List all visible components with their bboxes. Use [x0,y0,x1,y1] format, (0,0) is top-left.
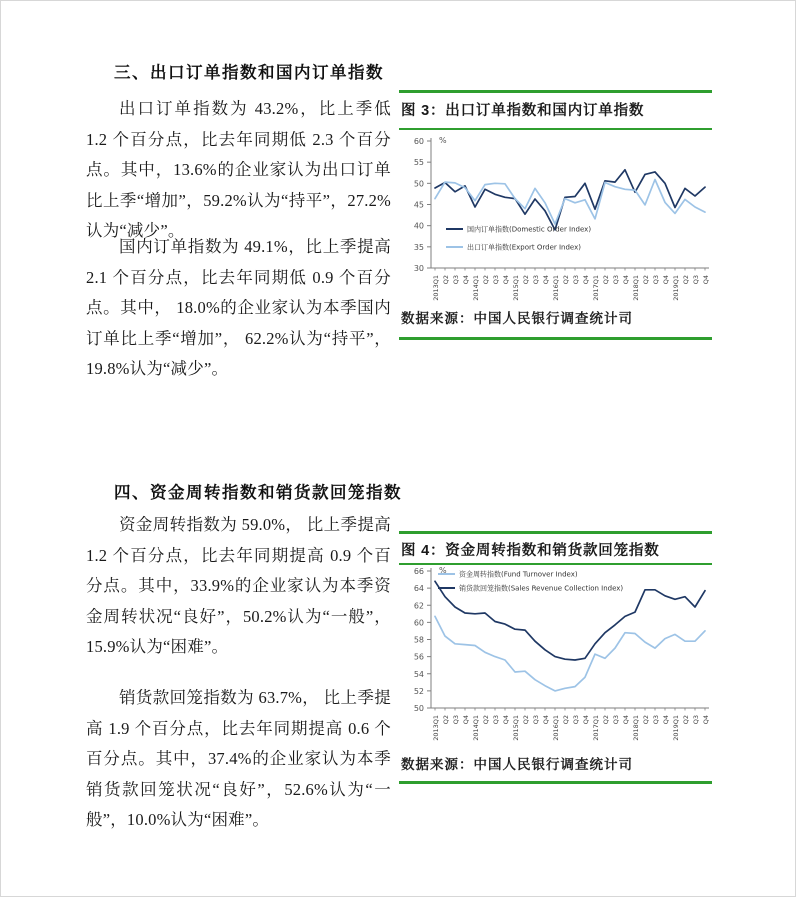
x-tick-label: Q2 [602,715,610,725]
y-axis-unit-label: % [439,566,447,575]
figure3-line-chart [399,133,712,309]
x-tick-label: Q4 [622,715,630,725]
x-tick-label: Q3 [572,715,580,725]
y-tick-label: 50 [413,704,424,713]
x-tick-label: 2018Q1 [632,715,640,741]
x-tick-label: 2018Q1 [632,275,640,301]
x-tick-label: Q4 [702,715,710,725]
legend-label: 出口订单指数(Export Order Index) [467,243,581,252]
y-tick-label: 66 [413,567,424,576]
x-tick-label: Q4 [502,275,510,285]
figure4-line-chart [399,567,712,751]
x-tick-label: 2017Q1 [592,275,600,301]
figure4-top-rule [399,531,712,534]
y-tick-label: 35 [413,242,424,252]
x-tick-label: Q2 [642,715,650,725]
x-tick-label: Q4 [582,275,590,285]
x-tick-label: Q3 [652,275,660,285]
section3-paragraph-1: 出口订单指数为 43.2%，比上季低 1.2 个百分点，比去年同期低 2.3 个百分点。其中，13.6%的企业家认为出口订单比上季“增加”，59.2%认为“持平”，27.2%认为“减少”。 [86,99,391,241]
x-tick-label: 2014Q1 [472,275,480,301]
x-tick-label: Q3 [452,275,460,285]
figure3-title-rule [399,128,712,130]
x-tick-label: 2019Q1 [672,715,680,741]
section4-paragraph-1: 资金周转指数为 59.0%， 比上季提高 1.2 个百分点，比去年同期提高 0.9 个百分点。其中，33.9%的企业家认为本季资金周转状况“良好”，50.2%认为“一般”，15.9%认为“困难”。 [86,515,391,657]
y-tick-label: 30 [413,264,424,273]
section4-paragraph-2: 销货款回笼指数为 63.7%， 比上季提高 1.9 个百分点，比去年同期提高 0.6 个百分点。其中，37.4%的企业家认为本季销货款回笼状况“良好”，52.6%认为“一般”，10.0%认为“困难”。 [86,688,391,830]
x-tick-label: 2013Q1 [432,715,440,741]
y-tick-label: 58 [413,635,424,645]
y-tick-label: 56 [413,652,424,662]
x-tick-label: Q2 [562,275,570,285]
x-tick-label: Q2 [442,715,450,725]
figure3-title: 图 3：出口订单指数和国内订单指数 [401,103,645,119]
x-tick-label: 2016Q1 [552,275,560,301]
x-tick-label: Q3 [612,275,620,285]
x-tick-label: Q3 [612,715,620,725]
x-tick-label: Q3 [692,275,700,285]
figure3-top-rule [399,90,712,93]
x-tick-label: Q2 [522,275,530,285]
x-tick-label: Q4 [462,275,470,285]
series-line [435,616,705,691]
x-tick-label: 2013Q1 [432,275,440,301]
y-axis-unit-label: % [439,136,447,145]
figure4-bottom-rule [399,781,712,784]
x-tick-label: Q4 [542,275,550,285]
y-tick-label: 52 [413,686,424,696]
series-line [435,180,705,225]
x-tick-label: Q4 [582,715,590,725]
x-tick-label: 2017Q1 [592,715,600,741]
section3-heading: 三、出口订单指数和国内订单指数 [114,64,384,82]
x-tick-label: Q4 [662,275,670,285]
y-tick-label: 50 [413,179,424,189]
figure4-title-rule [399,563,712,565]
x-tick-label: Q2 [682,715,690,725]
legend-label: 销货款回笼指数(Sales Revenue Collection Index) [459,584,624,593]
x-tick-label: Q4 [462,715,470,725]
x-tick-label: Q2 [482,275,490,285]
x-tick-label: Q3 [652,715,660,725]
figure3-source: 数据来源：中国人民银行调查统计司 [401,311,633,326]
y-tick-label: 45 [413,200,424,210]
x-tick-label: Q3 [532,275,540,285]
x-tick-label: Q3 [452,715,460,725]
x-tick-label: Q2 [482,715,490,725]
x-tick-label: 2019Q1 [672,275,680,301]
x-tick-label: Q3 [532,715,540,725]
figure4-title: 图 4：资金周转指数和销货款回笼指数 [401,543,660,559]
legend-label: 资金周转指数(Fund Turnover Index) [459,570,578,579]
y-tick-label: 64 [413,584,424,594]
y-tick-label: 54 [413,669,424,679]
y-tick-label: 55 [413,158,424,168]
x-tick-label: Q2 [442,275,450,285]
y-tick-label: 62 [413,601,424,611]
x-tick-label: 2015Q1 [512,715,520,741]
figure3-bottom-rule [399,337,712,340]
x-tick-label: Q3 [572,275,580,285]
x-tick-label: Q3 [492,275,500,285]
figure-4 [399,531,712,786]
section4-heading: 四、资金周转指数和销货款回笼指数 [114,484,402,502]
figure-3 [399,90,712,342]
series-line [435,581,705,660]
x-tick-label: 2015Q1 [512,275,520,301]
legend-label: 国内订单指数(Domestic Order Index) [467,225,592,234]
section3-paragraph-2: 国内订单指数为 49.1%，比上季提高 2.1 个百分点，比去年同期低 0.9 个百分点。其中， 18.0%的企业家认为本季国内订单比上季“增加”， 62.2%认为“持平”， 19.8%认为“减少”。 [86,237,391,379]
y-tick-label: 60 [413,137,424,146]
y-tick-label: 60 [413,618,424,628]
y-tick-label: 40 [413,221,424,231]
x-tick-label: Q3 [492,715,500,725]
x-tick-label: Q4 [622,275,630,285]
figure4-source: 数据来源：中国人民银行调查统计司 [401,757,633,772]
x-tick-label: Q2 [682,275,690,285]
x-tick-label: Q4 [702,275,710,285]
x-tick-label: Q2 [602,275,610,285]
x-tick-label: 2016Q1 [552,715,560,741]
x-tick-label: Q4 [662,715,670,725]
x-tick-label: Q2 [642,275,650,285]
x-tick-label: 2014Q1 [472,715,480,741]
x-tick-label: Q4 [542,715,550,725]
x-tick-label: Q4 [502,715,510,725]
x-tick-label: Q3 [692,715,700,725]
x-tick-label: Q2 [562,715,570,725]
x-tick-label: Q2 [522,715,530,725]
